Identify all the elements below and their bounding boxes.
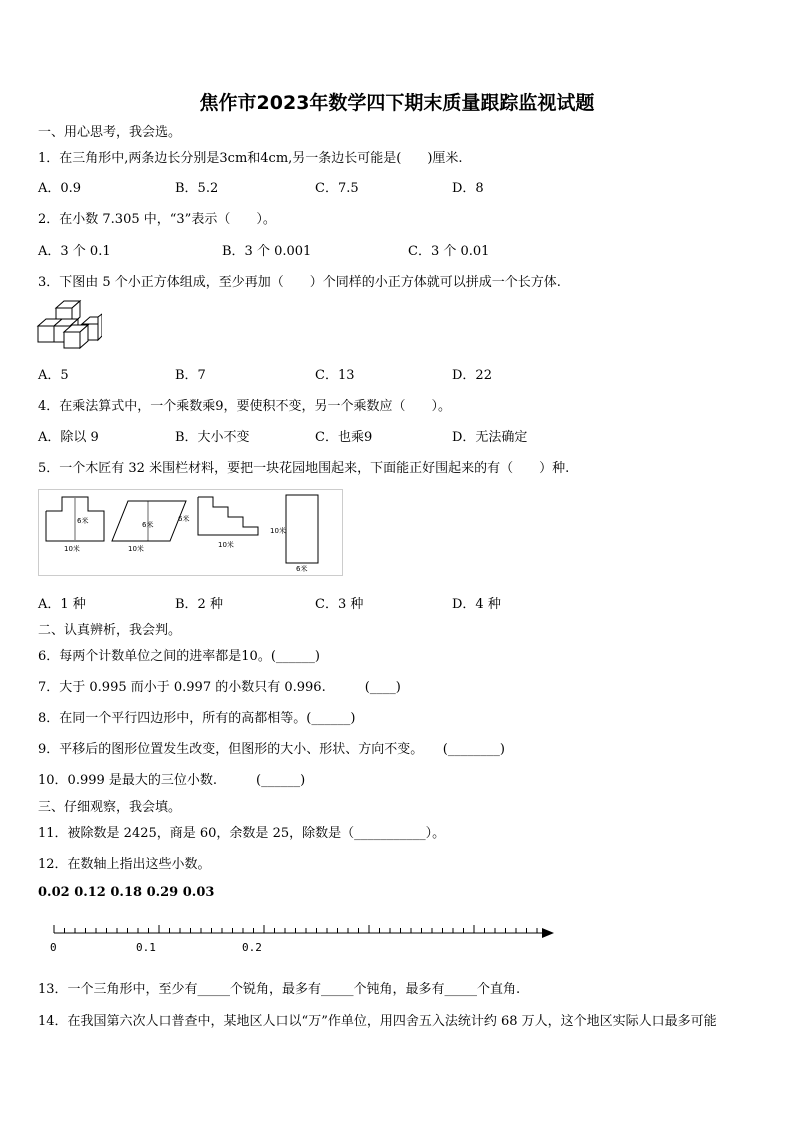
shape-4-width-label: 6米 (296, 565, 308, 573)
page-title: 焦作市2023年数学四下期末质量跟踪监视试题 (199, 92, 595, 114)
question-4: 4．在乘法算式中，一个乘数乘9，要使积不变，另一个乘数应（ ）。 (38, 399, 452, 414)
q5-option-c: C．3 种 (315, 597, 364, 612)
shape-3-width-label: 10米 (218, 541, 234, 549)
question-7: 7．大于 0.995 而小于 0.997 的小数只有 0.996. (____) (38, 680, 401, 695)
number-line-arrow (542, 928, 554, 938)
shape-4-height-label: 10米 (270, 527, 286, 535)
q3-option-c: C．13 (315, 368, 355, 383)
number-line-label-0: 0 (50, 941, 57, 954)
question-11: 11．被除数是 2425，商是 60，余数是 25，除数是（___________）。 (38, 826, 446, 841)
q5-option-a: A．1 种 (38, 597, 86, 612)
q1-option-b: B．5.2 (175, 181, 219, 196)
q1-option-c: C．7.5 (315, 181, 359, 196)
shape-1-height-label: 6米 (77, 517, 89, 525)
q12-decimal-list: 0.02 0.12 0.18 0.29 0.03 (38, 885, 215, 900)
question-10: 10．0.999 是最大的三位小数. (______) (38, 773, 306, 788)
question-3: 3．下图由 5 个小正方体组成，至少再加（ ）个同样的小正方体就可以拼成一个长方体. (38, 275, 561, 290)
section-1-heading: 一、用心思考，我会选。 (38, 125, 182, 140)
shape-2 (112, 501, 186, 553)
section-2-heading: 二、认真辨析，我会判。 (38, 623, 182, 638)
number-line-ticks (54, 925, 537, 933)
q1-option-a: A．0.9 (38, 181, 82, 196)
number-line (44, 916, 564, 956)
number-line-label-0-1: 0.1 (136, 941, 156, 954)
cube-stack-figure (36, 298, 102, 352)
fence-shapes-figure (38, 489, 344, 577)
shape-2-height-label: 6米 (142, 521, 154, 529)
q4-option-a: A．除以 9 (38, 430, 99, 445)
shape-3 (178, 497, 258, 549)
q2-option-b: B．3 个 0.001 (222, 244, 312, 259)
q3-option-a: A．5 (38, 368, 69, 383)
question-9: 9．平移后的图形位置发生改变，但图形的大小、形状、方向不变。 (________) (38, 742, 505, 757)
q5-option-d: D．4 种 (452, 597, 501, 612)
q4-option-d: D．无法确定 (452, 430, 528, 445)
shape-3-height-label: 6米 (178, 515, 190, 523)
shape-1-width-label: 10米 (64, 545, 80, 553)
q4-option-b: B．大小不变 (175, 430, 250, 445)
q3-option-b: B．7 (175, 368, 206, 383)
question-2: 2．在小数 7.305 中，“3”表示（ ）。 (38, 212, 276, 227)
q4-option-c: C．也乘9 (315, 430, 373, 445)
question-14: 14．在我国第六次人口普查中，某地区人口以“万”作单位，用四舍五入法统计约 68 万人，这个地区实际人口最多可能 (38, 1014, 717, 1029)
q2-option-a: A．3 个 0.1 (38, 244, 111, 259)
q5-option-b: B．2 种 (175, 597, 223, 612)
q1-option-d: D．8 (452, 181, 484, 196)
section-3-heading: 三、仔细观察，我会填。 (38, 800, 182, 815)
question-6: 6．每两个计数单位之间的进率都是10。(______) (38, 649, 320, 664)
shape-2-width-label: 10米 (128, 545, 144, 553)
q2-option-c: C．3 个 0.01 (408, 244, 490, 259)
number-line-label-0-2: 0.2 (242, 941, 262, 954)
question-1: 1．在三角形中,两条边长分别是3cm和4cm,另一条边长可能是( )厘米. (38, 151, 463, 166)
question-8: 8．在同一个平行四边形中，所有的高都相等。(______) (38, 711, 356, 726)
shape-4 (270, 495, 318, 573)
cube-front (64, 325, 88, 348)
q3-option-d: D．22 (452, 368, 492, 383)
shape-1 (46, 497, 104, 553)
question-13: 13．一个三角形中，至少有_____个锐角，最多有_____个钝角，最多有_____个直角. (38, 982, 521, 997)
question-12: 12．在数轴上指出这些小数。 (38, 857, 211, 872)
question-5: 5．一个木匠有 32 米围栏材料，要把一块花园地围起来，下面能正好围起来的有（ ）种. (38, 461, 570, 476)
